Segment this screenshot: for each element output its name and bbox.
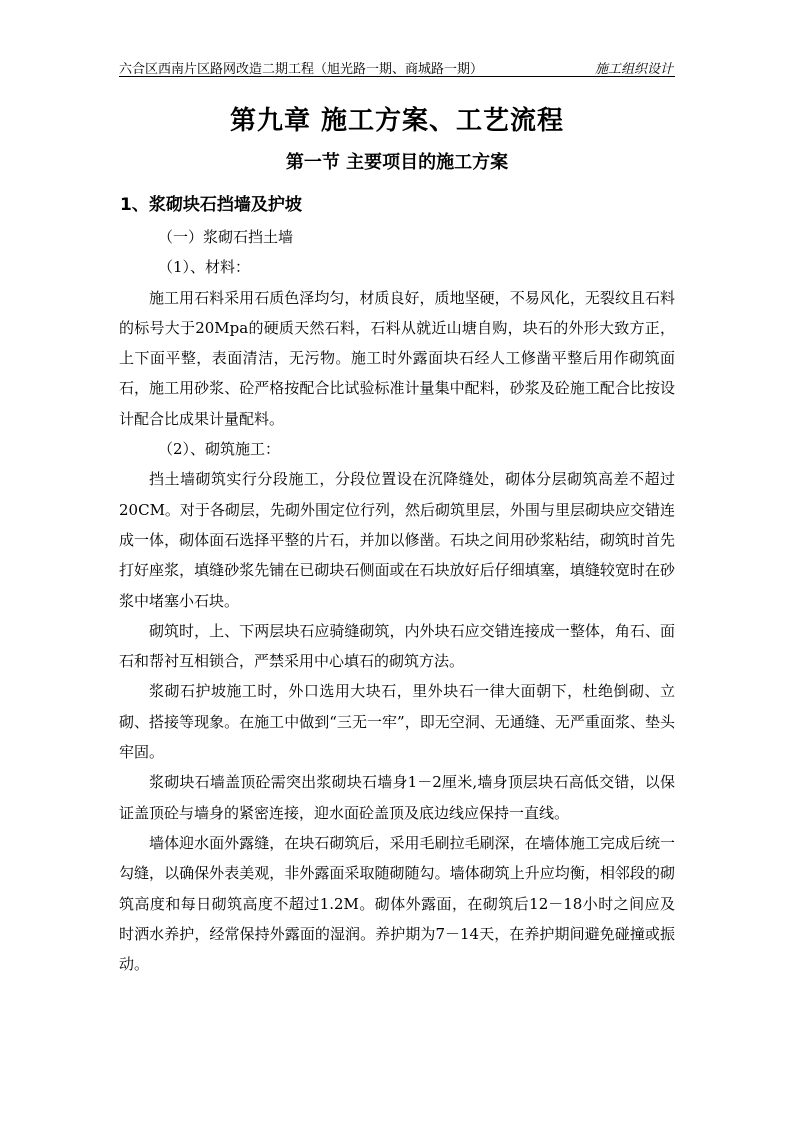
paragraph-subheading-materials: （1）、材料： [158, 258, 251, 277]
section-title: 第一节 主要项目的施工方案 [285, 152, 509, 173]
paragraph-subheading-masonry: （2）、砌筑施工： [158, 440, 281, 459]
paragraph-staggered-joints: 砌筑时，上、下两层块石应骑缝砌筑，内外块石应交错连接成一整体，角石、面石和帮衬互相锁合，严禁采用中心填石的砌筑方法。 [119, 621, 675, 671]
paragraph-coping: 浆砌块石墙盖顶砼需突出浆砌块石墙身1－2厘米,墙身顶层块石高低交错，以保证盖顶砼与墙身的紧密连接，迎水面砼盖顶及底边线应保持一直线。 [119, 773, 675, 822]
paragraph-subheading-retaining-wall: （一）浆砌石挡土墙 [158, 228, 294, 246]
body-text [119, 222, 675, 979]
paragraph-pointing-curing: 墙体迎水面外露缝，在块石砌筑后，采用毛刷拉毛刷深，在墙体施工完成后统一勾缝，以确保外表美观，非外露面采取随砌随勾。墙体砌筑上升应均衡，相邻段的砌筑高度和每日砌筑高度不超过1.2M。砌体外露面，在砌筑后12－18小时之间应及时洒水养护，经常保持外露面的湿润。养护期为7－14天，在养护期间避免碰撞或振动。 [119, 833, 675, 974]
paragraph-slope-protection: 浆砌石护坡施工时，外口选用大块石，里外块石一律大面朝下，杜绝倒砌、立砌、搭接等现象。在施工中做到“三无一牢”，即无空洞、无通缝、无严重面浆、垫头牢固。 [119, 682, 675, 762]
subsection-heading: 1、浆砌块石挡墙及护坡 [120, 195, 302, 215]
page-header [119, 54, 675, 77]
header-document-type: 施工组织设计 [594, 62, 673, 77]
paragraph-materials: 施工用石料采用石质色泽均匀，材质良好，质地坚硬，不易风化，无裂纹且石料的标号大于20Mpa的硬质天然石料，石料从就近山塘自购，块石的外形大致方正，上下面平整，表面清洁，无污物。施工时外露面块石经人工修凿平整后用作砌筑面石，施工用砂浆、砼严格按配合比试验标准计量集中配料，砂浆及砼施工配合比按设计配合比成果计量配料。 [119, 288, 675, 428]
header-project-name: 六合区西南片区路网改造二期工程（旭光路一期、商城路一期） [119, 62, 484, 77]
paragraph-masonry-sections: 挡土墙砌筑实行分段施工，分段位置设在沉降缝处，砌体分层砌筑高差不超过20CM。对于各砌层，先砌外围定位行列，然后砌筑里层，外围与里层砌块应交错连成一体，砌体面石选择平整的片石，并加以修凿。石块之间用砂浆粘结，砌筑时首先打好座浆，填缝砂浆先铺在已砌块石侧面或在石块放好后仔细填塞，填缝较宽时在砂浆中堵塞小石块。 [119, 470, 675, 610]
chapter-title: 第九章 施工方案、工艺流程 [229, 106, 565, 136]
